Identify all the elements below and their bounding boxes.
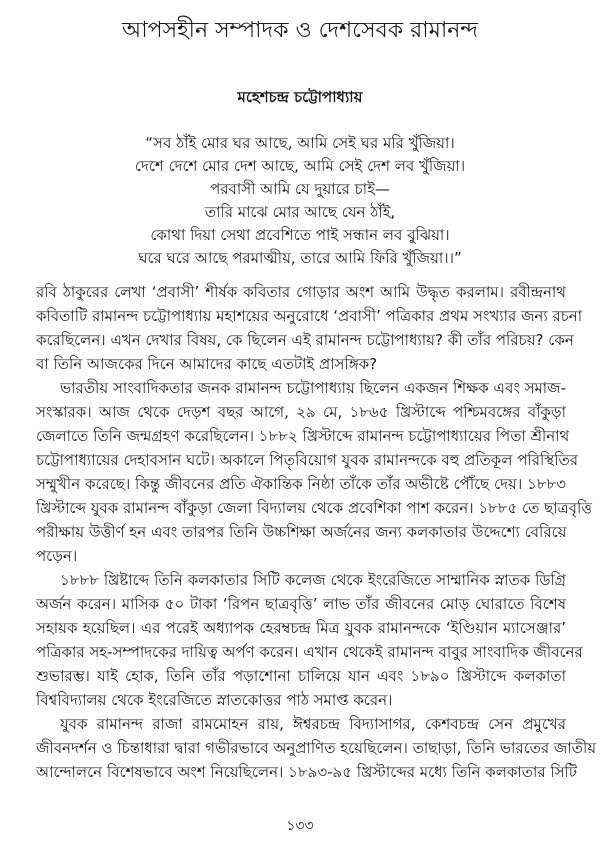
poem-line: দেশে দেশে মোর দেশ আছে, আমি সেই দেশ লব খুঁজিয়া। <box>134 157 466 175</box>
body-line: অর্জন করেন। মাসিক ৫০ টাকা ‘রিপন ছাত্রবৃত্তি’ লাভ তাঁর জীবনের মোড় ঘোরাতে বিশেষ <box>36 595 566 613</box>
body-line: পড়েন। <box>36 547 78 565</box>
body-line: আন্দোলনে বিশেষভাবে অংশ নিয়েছিলেন। ১৮৯৩-৯৫ খ্রিস্টাব্দের মধ্যে তিনি কলকাতার সিটি <box>36 763 578 781</box>
author-name: মহেশচন্দ্র চট্টোপাধ্যায় <box>237 88 363 106</box>
body-line: সহায়ক হয়েছিল। এর পরেই অধ্যাপক হেরম্বচন্দ্র মিত্র যুবক রামানন্দকে ‘ইণ্ডিয়ান ম্যাসেঞ্জার’ <box>36 619 566 637</box>
page-title: আপসহীন সম্পাদক ও দেশসেবক রামানন্দ <box>122 18 478 43</box>
body-line: যুবক রামানন্দ রাজা রামমোহন রায়, ঈশ্বরচন্দ্র বিদ্যাসাগর, কেশবচন্দ্র সেন প্রমুখের <box>60 715 566 733</box>
poem-line: পরবাসী আমি যে দুয়ারে চাই— <box>210 180 390 198</box>
body-line: খ্রিস্টাব্দে যুবক রামানন্দ বাঁকুড়া জেলা বিদ্যালয় থেকে প্রবেশিকা পাশ করেন। ১৮৮৫ তে ছাত্রবৃত্তি <box>36 499 592 517</box>
body-line: জেলাতে তিনি জন্মগ্রহণ করেছিলেন। ১৮৮২ খ্রিস্টাব্দে রামানন্দ চট্টোপাধ্যায়ের পিতা শ্রীনাথ <box>36 427 570 445</box>
body-line: করেছিলেন। এখন দেখার বিষয়, কে ছিলেন এই রামানন্দ চট্টোপাধ্যায়? কী তাঁর পরিচয়? কেন <box>36 331 574 349</box>
body-line: চট্টোপাধ্যায়ের দেহাবসান ঘটে। অকালে পিতৃবিয়োগ যুবক রামানন্দকে বহু প্রতিকূল পরিস্থিতির <box>36 451 578 469</box>
body-line: সংস্কারক। আজ থেকে দেড়শ বছর আগে, ২৯ মে, ১৮৬৫ খ্রিস্টাব্দে পশ্চিমবঙ্গের বাঁকুড়া <box>36 403 566 421</box>
poem-line: কোথা দিয়া সেথা প্রবেশিতে পাই সন্ধান লব বুঝিয়া। <box>150 226 450 244</box>
poem-line: তারি মাঝে মোর আছে যেন ঠাঁই, <box>204 203 396 221</box>
body-line: ১৮৮৮ খ্রিষ্টাব্দে তিনি কলকাতার সিটি কলেজ থেকে ইংরেজিতে সাম্মানিক স্নাতক ডিগ্রি <box>60 571 566 589</box>
body-line: রবি ঠাকুরের লেখা ‘প্রবাসী’ শীর্ষক কবিতার গোড়ার অংশ আমি উদ্ধৃত করলাম। রবীন্দ্রনাথ <box>36 283 566 301</box>
body-line: শুভারম্ভ। যাই হোক, তিনি তাঁর পড়াশোনা চালিয়ে যান এবং ১৮৯০ খ্রিস্টাব্দে কলকাতা <box>36 667 566 685</box>
body-line: পত্রিকার সহ-সম্পাদকের দায়িত্ব অর্পণ করেন। এখান থেকেই রামানন্দ বাবুর সাংবাদিক জীবনের <box>36 643 583 661</box>
body-line: পরীক্ষায় উত্তীর্ণ হন এবং তারপর তিনি উচ্চশিক্ষা অর্জনের জন্য কলকাতার উদ্দেশ্যে বেরিয়ে <box>36 523 567 541</box>
poem-line: ঘরে ঘরে আছে পরমাত্মীয়, তারে আমি ফিরি খুঁজিয়া।।” <box>138 249 462 267</box>
body-line: বা তিনি আজকের দিনে আমাদের কাছে এতটাই প্রাসঙ্গিক? <box>36 355 378 373</box>
body-line: বিশ্ববিদ্যালয় থেকে ইংরেজিতে স্নাতকোত্তর পাঠ সমাপ্ত করেন। <box>36 691 393 709</box>
body-line: সম্মুখীন করেছে। কিন্তু জীবনের প্রতি ঐকান্তিক নিষ্ঠা তাঁকে তাঁর অভীষ্টে পৌঁছে দেয়। ১৮৮৩ <box>36 475 566 493</box>
body-line: জীবনদর্শন ও চিন্তাধারা দ্বারা গভীরভাবে অনুপ্রাণিত হয়েছিলেন। তাছাড়া, তিনি ভারতের জাতীয় <box>36 739 597 757</box>
poem-line: “সব ঠাঁই মোর ঘর আছে, আমি সেই ঘর মরি খুঁজিয়া। <box>145 134 455 152</box>
body-text <box>36 280 597 784</box>
body-line: ভারতীয় সাংবাদিকতার জনক রামানন্দ চট্টোপাধ্যায় ছিলেন একজন শিক্ষক এবং সমাজ- <box>60 379 566 397</box>
poem-quote <box>0 132 600 270</box>
page-number: ১৩৩ <box>286 818 314 834</box>
body-line: কবিতাটি রামানন্দ চট্টোপাধ্যায় মহাশয়ের অনুরোধে ‘প্রবাসী’ পত্রিকার প্রথম সংখ্যার জন্য রচনা <box>36 307 583 325</box>
